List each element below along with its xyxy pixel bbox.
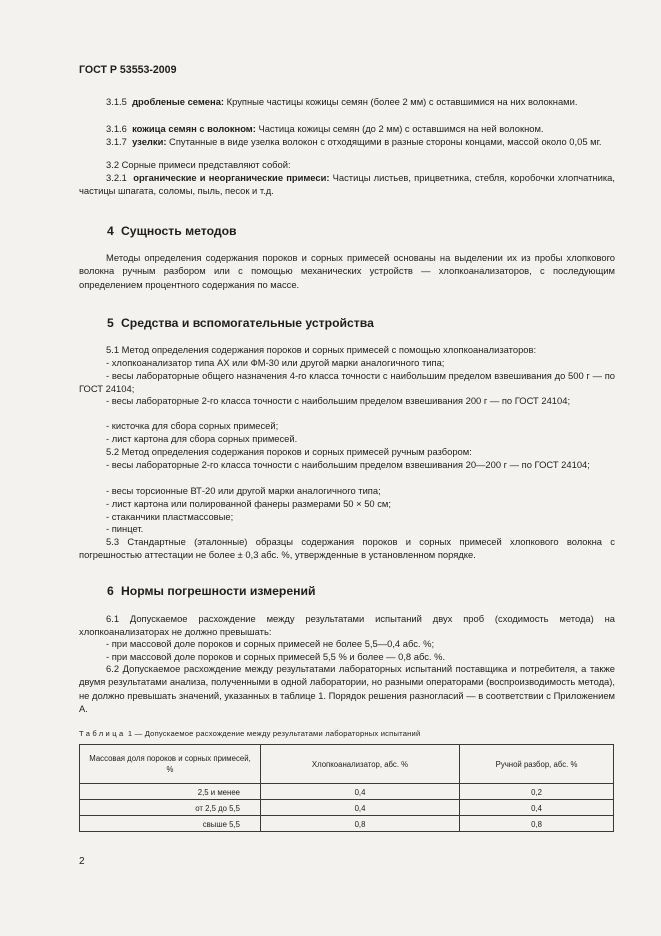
- table-header-row: [80, 745, 614, 784]
- list-item: - хлопкоанализатор типа АХ или ФМ-30 или другой марки аналогичного типа;: [106, 357, 445, 368]
- tolerance-table: [79, 744, 614, 832]
- definition-text: Частица кожицы семян (до 2 мм) с оставшимся на ней волокном.: [255, 123, 544, 134]
- clause-5-3: 5.3 Стандартные (эталонные) образцы содержания пороков и сорных примесей хлопкового волокна с погрешностью аттестации не более ± 0,3 абс. %, утвержденные в установленном порядке.: [79, 536, 615, 561]
- list-item: - весы торсионные ВТ-20 или другой марки аналогичного типа;: [106, 485, 381, 496]
- section-title: Средства и вспомогательные устройства: [121, 316, 374, 330]
- section-4-text: Методы определения содержания пороков и сорных примесей основаны на выделении их из пробы хлопкового волокна ручным разбором или с помощью механических устройств — хлопкоанализаторов, с последующим определением процентного содержания по массе.: [79, 252, 615, 290]
- definition-text: Частицы листьев, прицветника, стебля, коробочки хлопчатника, частицы шпагата, соломы, пыль, песок и т.д.: [79, 172, 616, 197]
- table-cell: 0,8: [460, 816, 614, 832]
- table-cell: от 2,5 до 5,5: [80, 800, 261, 816]
- clause-number: 3.2.1: [106, 172, 127, 183]
- table-row: [80, 800, 614, 816]
- clause-5-1: 5.1 Метод определения содержания пороков и сорных примесей с помощью хлопкоанализаторов:: [106, 344, 537, 355]
- table-row: [80, 816, 614, 832]
- clause-5-2: 5.2 Метод определения содержания пороков и сорных примесей ручным разбором:: [106, 446, 472, 457]
- section-title: Нормы погрешности измерений: [121, 584, 316, 598]
- definition-text: Спутанные в виде узелка волокон с отходящими в разные стороны концами, массой около 0,05 мг.: [166, 136, 602, 147]
- list-item: - весы лабораторные общего назначения 4-го класса точности с наибольшим пределом взвешивания до 500 г — по ГОСТ 24104;: [79, 370, 615, 395]
- list-item: - весы лабораторные 2-го класса точности с наибольшим пределом взвешивания 200 г — по ГОСТ 24104;: [106, 395, 571, 406]
- table-cell: 0,4: [261, 800, 460, 816]
- page-number: 2: [79, 856, 85, 867]
- table-caption: [79, 727, 420, 740]
- term: органические и неорганические примеси:: [133, 172, 330, 183]
- clause-number: 3.1.5: [106, 96, 127, 107]
- section-number: 5: [107, 316, 114, 330]
- table-cell: 0,8: [261, 816, 460, 832]
- table-row: [80, 784, 614, 800]
- document-code: ГОСТ Р 53553-2009: [79, 64, 177, 76]
- clause-number: 3.1.7: [106, 136, 127, 147]
- definition-3-1-5: [79, 95, 615, 108]
- list-item: - весы лабораторные 2-го класса точности с наибольшим пределом взвешивания 20—200 г — по ГОСТ 24104;: [106, 459, 590, 470]
- table-cell: 0,2: [460, 784, 614, 800]
- clause-6-2: 6.2 Допускаемое расхождение между результатами лабораторных испытаний поставщика и потребителя, а также двумя результатами анализа, полученными в одной лаборатории, но разными операторами (воспроизводимость метода), не должно превышать значений, указанных в таблице 1. Порядок решения разногласий — в соответствии с Приложением А.: [79, 663, 615, 715]
- table-cell: 0,4: [261, 784, 460, 800]
- list-item: - пинцет.: [106, 523, 144, 534]
- table-cell: 0,4: [460, 800, 614, 816]
- section-number: 4: [107, 224, 114, 238]
- section-4-heading: [107, 224, 237, 239]
- column-header: Массовая доля пороков и сорных примесей, %: [80, 745, 261, 784]
- table-cell: 2,5 и менее: [80, 784, 261, 800]
- definition-3-2-1: [79, 171, 615, 198]
- list-item: - кисточка для сбора сорных примесей;: [106, 420, 279, 431]
- column-header: Хлопкоанализатор, абс. %: [261, 745, 460, 784]
- term: узелки:: [132, 136, 167, 147]
- clause-number: 3.1.6: [106, 123, 127, 134]
- section-6-heading: [107, 584, 315, 599]
- list-item: - лист картона или полированной фанеры размерами 50 × 50 см;: [106, 498, 391, 509]
- definition-text: Крупные частицы кожицы семян (более 2 мм) с оставшимися на них волокнами.: [224, 96, 578, 107]
- list-item: - стаканчики пластмассовые;: [106, 511, 234, 522]
- table-caption-label: Таблица: [79, 729, 126, 738]
- clause-6-1: 6.1 Допускаемое расхождение между результатами испытаний двух проб (сходимость метода) на хлопкоанализаторах не должно превышать:: [79, 613, 615, 638]
- section-number: 6: [107, 584, 114, 598]
- definition-3-1-7: [79, 135, 615, 148]
- column-header: Ручной разбор, абс. %: [460, 745, 614, 784]
- term: дробленые семена:: [132, 96, 225, 107]
- table-cell: свыше 5,5: [80, 816, 261, 832]
- list-item: - при массовой доле пороков и сорных примесей не более 5,5—0,4 абс. %;: [106, 638, 435, 649]
- table-caption-text: 1 — Допускаемое расхождение между результатами лабораторных испытаний: [125, 729, 421, 738]
- list-item: - лист картона для сбора сорных примесей.: [106, 433, 298, 444]
- clause-3-2: 3.2 Сорные примеси представляют собой:: [106, 159, 291, 170]
- section-title: Сущность методов: [121, 224, 237, 238]
- section-5-heading: [107, 316, 374, 331]
- definition-3-1-6: [79, 122, 615, 135]
- list-item: - при массовой доле пороков и сорных примесей 5,5 % и более — 0,8 абс. %.: [106, 651, 446, 662]
- term: кожица семян с волокном:: [132, 123, 256, 134]
